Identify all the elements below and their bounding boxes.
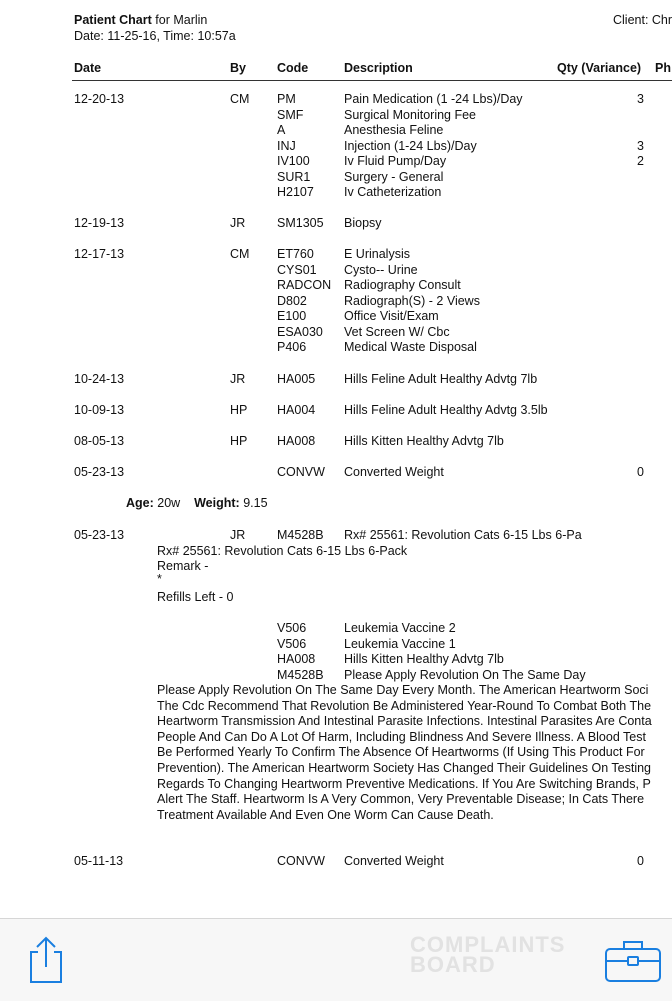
weight-value: 9.15 bbox=[243, 496, 268, 510]
paragraph-line: Prevention). The American Heartworm Society Has Changed Their Guidelines On Testing bbox=[157, 760, 651, 775]
line-qty: 0 bbox=[637, 465, 644, 479]
line-code: A bbox=[277, 123, 286, 137]
line-description: Hills Feline Adult Healthy Advtg 7lb bbox=[344, 372, 538, 386]
chart-date-line: Date: 11-25-16, Time: 10:57a bbox=[74, 29, 236, 43]
line-code: V506 bbox=[277, 636, 307, 651]
line-description: Surgical Monitoring Fee bbox=[344, 107, 477, 122]
chart-title-bold: Patient Chart bbox=[74, 13, 152, 27]
line-code: V506 bbox=[277, 621, 307, 635]
entry-by: HP bbox=[230, 403, 248, 417]
entry-date: 05-11-13 bbox=[74, 854, 124, 868]
line-description: Surgery - General bbox=[344, 169, 444, 184]
line-code: CONVW bbox=[277, 854, 325, 868]
line-code: HA008 bbox=[277, 652, 316, 666]
line-code: ESA030 bbox=[277, 324, 323, 339]
entry-by: CM bbox=[230, 247, 250, 261]
entry-by: JR bbox=[230, 372, 246, 386]
age-label: Age: bbox=[126, 496, 154, 510]
line-description: Iv Fluid Pump/Day bbox=[344, 154, 447, 168]
chart-title bbox=[74, 13, 207, 27]
line-description: Leukemia Vaccine 2 bbox=[344, 621, 456, 635]
watermark-top: COMPLAINTS bbox=[410, 932, 566, 957]
entry-date: 05-23-13 bbox=[74, 465, 125, 479]
paragraph-line: Regards To Changing Heartworm Preventive Medications. If You Are Switching Brands, P bbox=[157, 776, 651, 791]
col-header-description: Description bbox=[344, 61, 413, 75]
line-description: Vet Screen W/ Cbc bbox=[344, 324, 450, 339]
client-label: Client: Chr bbox=[613, 13, 672, 27]
line-description: Biopsy bbox=[344, 216, 382, 230]
line-description: Hills Kitten Healthy Advtg 7lb bbox=[344, 434, 504, 448]
line-code: INJ bbox=[277, 138, 296, 153]
line-description: Anesthesia Feline bbox=[344, 123, 444, 137]
line-description: Medical Waste Disposal bbox=[344, 340, 477, 354]
weight-label: Weight: bbox=[194, 496, 240, 510]
header-divider bbox=[72, 80, 672, 81]
line-code: HA005 bbox=[277, 372, 316, 386]
paragraph-line: Heartworm Transmission And Intestinal Parasite Infections. Intestinal Parasites Are Conta bbox=[157, 714, 652, 729]
entry-date: 08-05-13 bbox=[74, 434, 125, 448]
line-code: CONVW bbox=[277, 465, 325, 479]
line-code: E100 bbox=[277, 309, 307, 323]
entry-by: CM bbox=[230, 92, 250, 106]
paragraph-line: Please Apply Revolution On The Same Day Every Month. The American Heartworm Soci bbox=[157, 683, 649, 697]
entry-date: 05-23-13 bbox=[74, 528, 125, 542]
line-code: HA004 bbox=[277, 403, 316, 417]
line-code: SMF bbox=[277, 107, 304, 122]
paragraph-line: Be Performed Yearly To Confirm The Absence Of Heartworms (If Using This Product For bbox=[157, 745, 645, 760]
entry-by: HP bbox=[230, 434, 248, 448]
line-description: Radiograph(S) - 2 Views bbox=[344, 293, 480, 308]
col-header-qty: Qty (Variance) bbox=[557, 61, 642, 75]
line-code: HA008 bbox=[277, 434, 316, 448]
line-qty: 3 bbox=[637, 92, 644, 106]
line-description: E Urinalysis bbox=[344, 247, 410, 261]
line-qty: 2 bbox=[637, 154, 644, 168]
line-description: Leukemia Vaccine 1 bbox=[344, 636, 456, 651]
paragraph-line: People And Can Do A Lot Of Harm, Including Blindness And Severe Illness. A Blood Test bbox=[157, 729, 646, 744]
entry-date: 12-20-13 bbox=[74, 92, 125, 106]
entry-date: 12-19-13 bbox=[74, 216, 125, 230]
share-icon[interactable] bbox=[26, 935, 66, 990]
paragraph-line: Alert The Staff. Heartworm Is A Very Common, Very Preventable Disease; In Cats There bbox=[157, 792, 645, 807]
line-code: M4528B bbox=[277, 667, 324, 682]
line-code: RADCON bbox=[277, 278, 332, 292]
line-code: IV100 bbox=[277, 154, 310, 168]
line-code: PM bbox=[277, 92, 296, 106]
watermark bbox=[410, 932, 566, 977]
col-header-code: Code bbox=[277, 61, 309, 75]
line-description: Injection (1-24 Lbs)/Day bbox=[344, 138, 477, 153]
vitals-line bbox=[126, 496, 268, 510]
toolbox-icon[interactable] bbox=[604, 937, 664, 988]
rx-bullet: * bbox=[157, 571, 162, 586]
chart-title-patient: for Marlin bbox=[151, 13, 208, 27]
entry-date: 10-09-13 bbox=[74, 403, 125, 417]
rx-line: Rx# 25561: Revolution Cats 6-15 Lbs 6-Pack bbox=[157, 543, 408, 558]
line-code: SUR1 bbox=[277, 169, 311, 184]
line-code: D802 bbox=[277, 293, 307, 308]
entry-date: 10-24-13 bbox=[74, 372, 125, 386]
rx-instructions-paragraph bbox=[157, 683, 672, 823]
col-header-by: By bbox=[230, 61, 246, 75]
line-code: SM1305 bbox=[277, 216, 324, 230]
age-value: 20w bbox=[157, 496, 181, 510]
line-code: M4528B bbox=[277, 528, 324, 542]
line-code: H2107 bbox=[277, 185, 314, 199]
line-description: Pain Medication (1 -24 Lbs)/Day bbox=[344, 92, 523, 106]
line-description: Radiography Consult bbox=[344, 278, 461, 292]
line-code: P406 bbox=[277, 340, 307, 354]
rx-remark: Remark - bbox=[157, 559, 209, 573]
line-description: Converted Weight bbox=[344, 465, 444, 479]
line-code: ET760 bbox=[277, 247, 314, 261]
line-description: Iv Catheterization bbox=[344, 185, 442, 199]
line-description: Rx# 25561: Revolution Cats 6-15 Lbs 6-Pa bbox=[344, 528, 582, 542]
col-header-ph: Ph bbox=[655, 61, 671, 75]
paragraph-line: The Cdc Recommend That Revolution Be Administered Year-Round To Combat Both The bbox=[157, 698, 652, 713]
paragraph-line: Treatment Available And Even One Worm Can Cause Death. bbox=[157, 807, 494, 822]
line-description: Hills Kitten Healthy Advtg 7lb bbox=[344, 652, 504, 666]
line-description: Please Apply Revolution On The Same Day bbox=[344, 667, 586, 682]
line-qty: 3 bbox=[637, 138, 644, 153]
entry-by: JR bbox=[230, 528, 246, 542]
bottom-toolbar bbox=[0, 918, 672, 1001]
col-header-date: Date bbox=[74, 61, 102, 75]
entry-date: 12-17-13 bbox=[74, 247, 125, 261]
line-code: CYS01 bbox=[277, 262, 317, 277]
line-description: Converted Weight bbox=[344, 854, 444, 868]
entry-by: JR bbox=[230, 216, 246, 230]
line-qty: 0 bbox=[637, 854, 644, 868]
line-description: Office Visit/Exam bbox=[344, 309, 439, 323]
rx-refills: Refills Left - 0 bbox=[157, 590, 234, 604]
line-description: Hills Feline Adult Healthy Advtg 3.5lb bbox=[344, 403, 548, 417]
watermark-bottom: BOARD bbox=[410, 952, 496, 977]
line-description: Cysto-- Urine bbox=[344, 262, 418, 277]
